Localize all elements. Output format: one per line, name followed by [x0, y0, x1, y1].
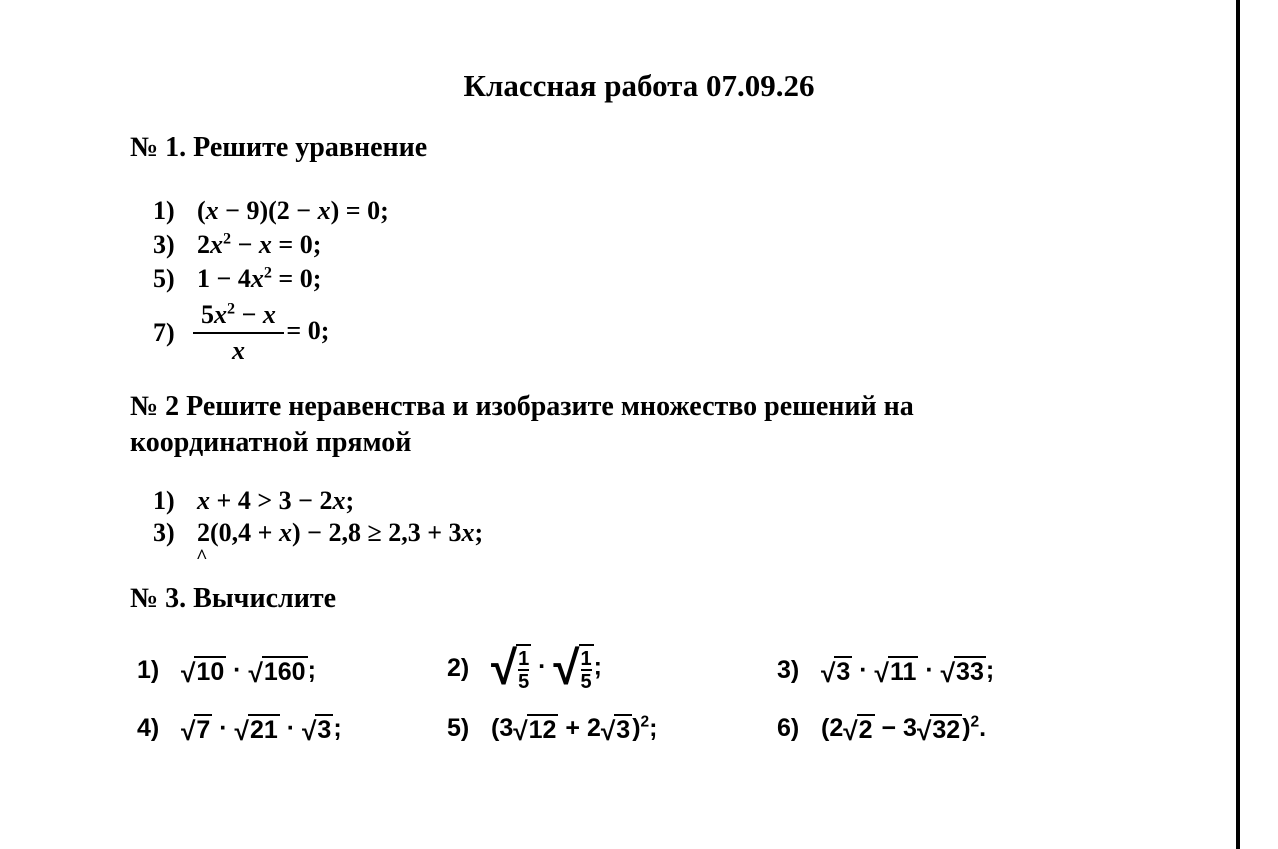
- item-number: 5): [447, 714, 470, 742]
- task1-item-5: 5) $1 - 4x^2 = 0$;: [153, 264, 322, 293]
- item-number: 3): [777, 656, 800, 684]
- item-number: 1): [153, 486, 175, 515]
- task1-item-7: 7) $\frac{5x^2 - x}{x}$ = 0;: [153, 300, 330, 365]
- item-number: 1): [153, 196, 175, 225]
- item-number: 1): [137, 656, 160, 684]
- item-number: 7): [153, 318, 175, 347]
- task1-item-1: 1) (x − 9)(2 − x) = 0;: [153, 196, 389, 225]
- task1-heading: № 1. Решите уравнение: [130, 132, 428, 163]
- task3-item-6: 6) (2 √ 2 − 3 √ 32 )$^2$.: [777, 713, 987, 747]
- task3-item-5: 5) (3 √ 12 + 2 √ 3 )$^2$;: [447, 713, 658, 747]
- item-number: 3): [153, 230, 175, 259]
- item-number: 5): [153, 264, 175, 293]
- task3-item-2: 2) √ $\frac{1}{5}$ · √ $\frac{1}{5}$ ;: [447, 641, 602, 695]
- task2-item-1: 1) x + 4 > 3 − 2x;: [153, 486, 355, 515]
- task1-item-3: 3) $2x^2 - x = 0$;: [153, 230, 322, 259]
- item-number: 4): [137, 714, 160, 742]
- task3-item-1: 1) √ 10 · √ 160 ;: [137, 656, 316, 689]
- task2-item-3: 3) 2(0,4 + x) − 2,8 ≥ 2,3 + 3x;: [153, 518, 484, 547]
- fraction: $\frac{5x^2 - x}{x}$: [197, 300, 280, 366]
- task3-item-3: 3) √ 3 · √ 11 · √ 33 ;: [777, 656, 995, 689]
- cropped-line-fragment: ^: [196, 546, 208, 568]
- page-title: Классная работа 07.09.26: [463, 68, 815, 103]
- task2-heading: № 2 Решите неравенства и изобразите множество решений на координатной прямой: [130, 391, 914, 458]
- item-number: 6): [777, 714, 800, 742]
- task3-heading: № 3. Вычислите: [130, 583, 337, 614]
- item-number: 3): [153, 518, 175, 547]
- task3-item-4: 4) √ 7 · √ 21 · √ 3 ;: [137, 714, 342, 747]
- item-number: 2): [447, 654, 470, 682]
- page-right-border: [1236, 0, 1240, 849]
